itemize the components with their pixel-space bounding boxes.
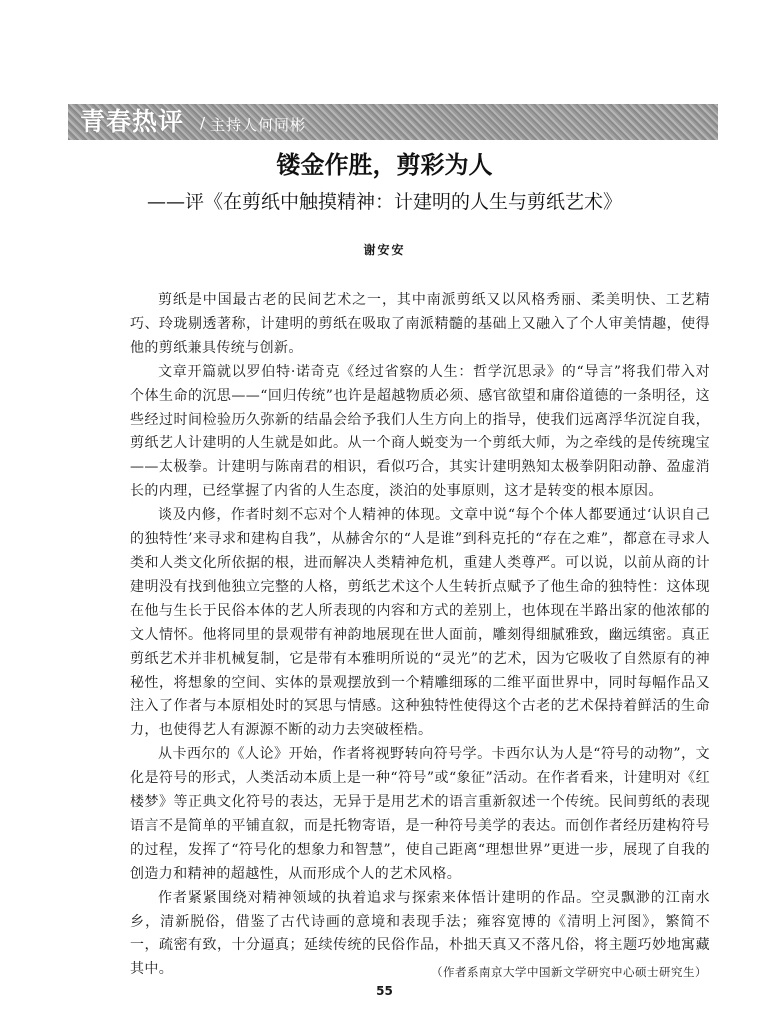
paragraph: 剪纸是中国最古老的民间艺术之一，其中南派剪纸又以风格秀丽、柔美明快、工艺精巧、玲珑剔透著称，计建明的剪纸在吸取了南派精髓的基础上又融入了个人审美情趣，使得他的剪纸兼具传统与创新。	[130, 292, 710, 356]
column-host: 主持人何同彬	[210, 116, 307, 134]
paragraph: 作者紧紧围绕对精神领域的执着追求与探索来体悟计建明的作品。空灵飘渺的江南水乡，清新脱俗，借鉴了古代诗画的意境和表现手法；雍容宽博的《清明上河图》，繁简不一，疏密有致，十分逼真；延续传统的民俗作品，朴拙天真又不落凡俗，将主题巧妙地寓藏其中。	[130, 889, 710, 978]
paragraph: 谈及内修，作者时刻不忘对个人精神的体现。文章中说“每个个体人都要通过‘认识自己的独特性’来寻求和建构自我”，从赫舍尔的“人是谁”到科克托的“存在之难”，都意在寻求人类和人类文化所依据的根，进而解决人类精神危机，重建人类尊严。可以说，以前从商的计建明没有找到他独立完整的人格，剪纸艺术这个人生转折点赋予了他生命的独特性：这体现在他与生长于民俗本体的艺人所表现的内容和方式的差别上，也体现在半路出家的他浓郁的文人情怀。他将同里的景观带有神韵地展现在世人面前，雕刻得细腻雅致，幽远缜密。真正剪纸艺术并非机械复制，它是带有本雅明所说的“灵光”的艺术，因为它吸收了自然原有的神秘性，将想象的空间、实体的景观摆放到一个精雕细琢的二维平面世界中，同时每幅作品又注入了作者与本原相处时的冥思与情感。这种独特性使得这个古老的艺术保持着鲜活的生命力，也使得艺人有源源不断的动力去突破桎梏。	[130, 507, 710, 739]
article-author: 谢安安	[363, 243, 406, 257]
page-number: 55	[376, 984, 393, 998]
article-title: 镂金作胜，剪彩为人	[276, 151, 493, 179]
paragraph: 从卡西尔的《人论》开始，作者将视野转向符号学。卡西尔认为人是“符号的动物”，文化是符号的形式，人类活动本质上是一种“符号”或“象征”活动。在作者看来，计建明对《红楼梦》等正典文化符号的表达，无异于是用艺术的语言重新叙述一个传统。民间剪纸的表现语言不是简单的平铺直叙，而是托物寄语，是一种符号美学的表达。而创作者经历建构符号的过程，发挥了“符号化的想象力和智慧”，使自己距离“理想世界”更进一步，展现了自我的创造力和精神的超越性，从而形成个人的艺术风格。	[130, 746, 710, 882]
article-body	[130, 289, 710, 982]
paragraph: 文章开篇就以罗伯特·诺奇克《经过省察的人生：哲学沉思录》的“导言”将我们带入对个体生命的沉思——“回归传统”也许是超越物质必须、感官欲望和庸俗道德的一条明径，这些经过时间检验历久弥新的结晶会给予我们人生方向上的指导，使我们远离浮华沉淀自我，剪纸艺人计建明的人生就是如此。从一个商人蜕变为一个剪纸大师，为之牵线的是传统瑰宝——太极拳。计建明与陈南君的相识，看似巧合，其实计建明熟知太极拳阴阳动静、盈虚消长的内理，已经掌握了内省的人生态度，淡泊的处事原则，这才是转变的根本原因。	[130, 363, 710, 500]
author-note: （作者系南京大学中国新文学研究中心硕士研究生）	[431, 965, 707, 979]
column-banner	[68, 104, 718, 140]
column-title: 青春热评	[80, 107, 185, 136]
banner-separator: /	[200, 114, 206, 132]
article-subtitle: ——评《在剪纸中触摸精神：计建明的人生与剪纸艺术》	[146, 191, 622, 213]
